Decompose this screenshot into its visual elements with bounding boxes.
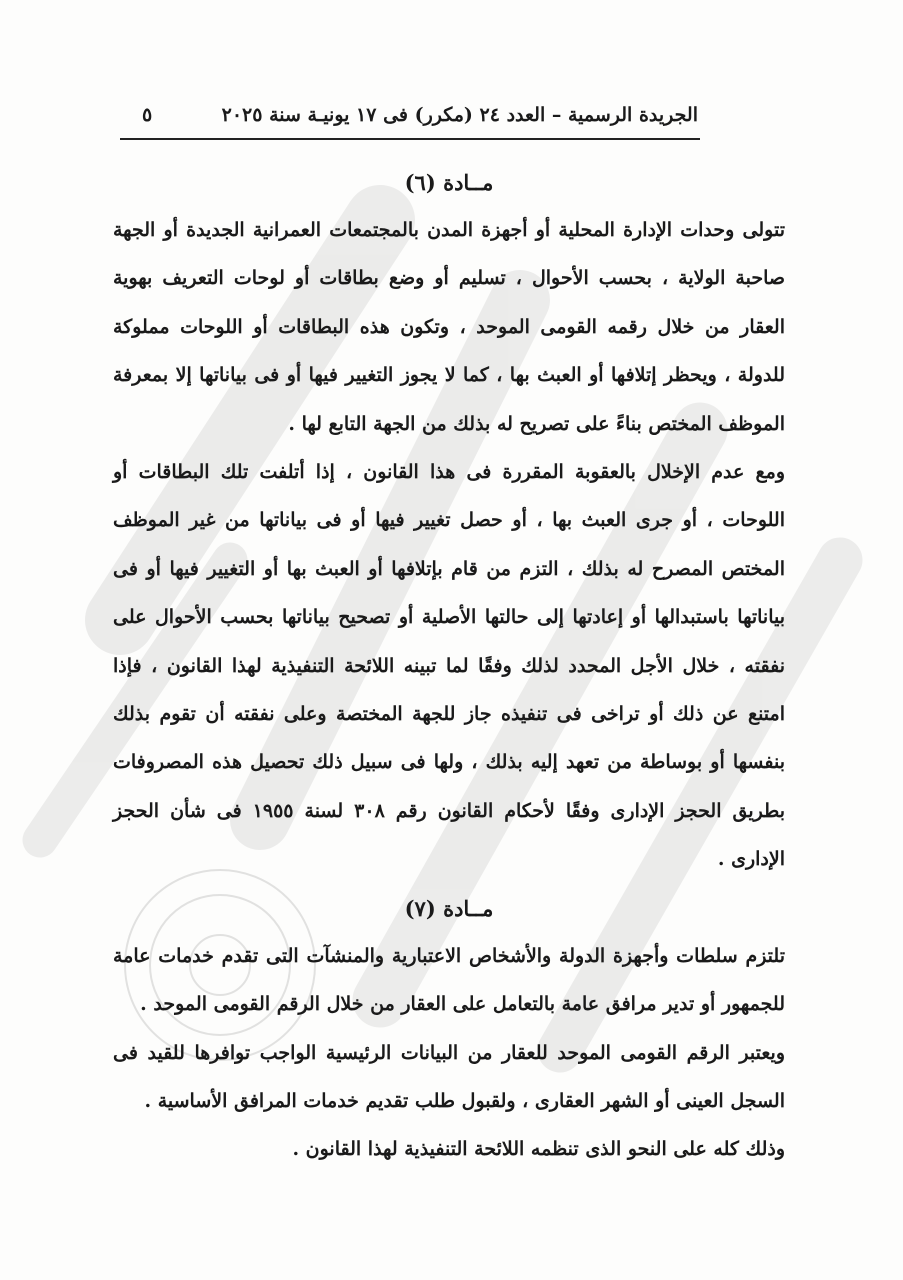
- article-6-title: مــادة (٦): [404, 170, 494, 195]
- article-7-paragraph-3: وذلك كله على النحو الذى تنظمه اللائحة التنفيذية لهذا القانون .: [292, 1138, 785, 1161]
- article-7-paragraph-1: تلتزم سلطات وأجهزة الدولة والأشخاص الاعتبارية والمنشآت التى تقدم خدمات عامة للجمهور أو تدير مرافق عامة بالتعامل على العقار من خلال الرقم القومى الموحد .: [113, 944, 785, 1016]
- header-title: الجريدة الرسمية – العدد ٢٤ (مكرر) فى ١٧ يونيـة سنة ٢٠٢٥: [221, 104, 698, 126]
- page-header: [120, 100, 698, 140]
- article-6-paragraph-2: ومع عدم الإخلال بالعقوبة المقررة فى هذا القانون ، إذا أتلفت تلك البطاقات أو اللوحات ، أو جرى العبث بها ، أو حصل تغيير فيها أو فى بياناتها من غير الموظف المختص المصرح له بذلك ، التزم من قام بإتلافها أو العبث بها أو التغيير فيها أو فى بياناتها باستبدالها أو إعادتها إلى حالتها الأصلية أو تصحيح بياناتها بحسب الأحوال على نفقته ، خلال الأجل المحدد لذلك وفقًا لما تبينه اللائحة التنفيذية لهذا القانون ، فإذا امتنع عن ذلك أو تراخى فى تنفيذه جاز للجهة المختصة وعلى نفقته أن تقوم بذلك بنفسها أو بوساطة من تعهد إليه بذلك ، ولها فى سبيل ذلك تحصيل هذه المصروفات بطريق الحجز الإدارى وفقًا لأحكام القانون رقم ٣٠٨ لسنة ١٩٥٥ فى شأن الحجز الإدارى .: [113, 461, 785, 871]
- page-number: ٥: [142, 104, 153, 126]
- article-6-paragraph-1: تتولى وحدات الإدارة المحلية أو أجهزة المدن بالمجتمعات العمرانية الجديدة أو الجهة صاحبة الولاية ، بحسب الأحوال ، تسليم أو وضع بطاقات أو لوحات التعريف بهوية العقار من خلال رقمه القومى الموحد ، وتكون هذه البطاقات أو اللوحات مملوكة للدولة ، ويحظر إتلافها أو العبث بها ، كما لا يجوز التغيير فيها أو فى بياناتها إلا بمعرفة الموظف المختص بناءً على تصريح له بذلك من الجهة التابع لها .: [113, 219, 785, 435]
- article-7-paragraph-2: ويعتبر الرقم القومى الموحد للعقار من البيانات الرئيسية الواجب توافرها للقيد فى السجل العينى أو الشهر العقارى ، ولقبول طلب تقديم خدمات المرافق الأساسية .: [113, 1041, 785, 1112]
- page-body: [113, 160, 785, 1174]
- article-7-title: مــادة (٧): [404, 895, 494, 921]
- header-divider: [120, 138, 700, 140]
